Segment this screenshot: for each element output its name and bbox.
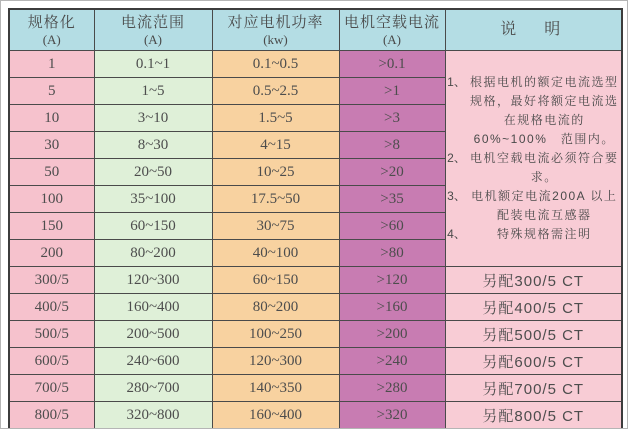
- table-body: [9, 51, 622, 429]
- cell-noload-current: >35: [339, 186, 445, 213]
- cell-current-range: 120~300: [94, 267, 212, 294]
- cell-spec: 1: [9, 51, 94, 78]
- table-row: [9, 267, 622, 294]
- cell-noload-current: >320: [339, 402, 445, 429]
- table-row: [9, 321, 622, 348]
- cell-motor-power: 160~400: [212, 402, 339, 429]
- note-text: 电机额定电流200A 以上配装电流互感器: [471, 189, 618, 222]
- table-row: [9, 294, 622, 321]
- cell-motor-power: 0.5~2.5: [212, 78, 339, 105]
- cell-current-range: 80~200: [94, 240, 212, 267]
- header-current-range-label: 电流范围: [120, 13, 185, 31]
- cell-current-range: 200~500: [94, 321, 212, 348]
- header-motor-power-label: 对应电机功率: [227, 13, 324, 31]
- ct-note-cell: 另配300/5 CT: [445, 267, 622, 294]
- note-item: [446, 225, 622, 244]
- header-noload-current: [339, 9, 445, 51]
- table-row: [9, 375, 622, 402]
- cell-current-range: 320~800: [94, 402, 212, 429]
- cell-current-range: 280~700: [94, 375, 212, 402]
- cell-motor-power: 10~25: [212, 159, 339, 186]
- table-row: [9, 51, 622, 78]
- cell-noload-current: >3: [339, 105, 445, 132]
- cell-current-range: 35~100: [94, 186, 212, 213]
- cell-motor-power: 40~100: [212, 240, 339, 267]
- cell-noload-current: >120: [339, 267, 445, 294]
- ct-note-cell: 另配500/5 CT: [445, 321, 622, 348]
- note-text: 特殊规格需注明: [496, 227, 592, 241]
- cell-current-range: 8~30: [94, 132, 212, 159]
- note-number: 2、: [447, 151, 466, 165]
- cell-spec: 300/5: [9, 267, 94, 294]
- cell-noload-current: >80: [339, 240, 445, 267]
- table-header: [9, 9, 622, 51]
- cell-motor-power: 100~250: [212, 321, 339, 348]
- note-number: 4、: [447, 227, 466, 241]
- cell-motor-power: 80~200: [212, 294, 339, 321]
- table-row: [9, 402, 622, 429]
- header-notes-label: 说 明: [500, 21, 567, 38]
- header-motor-power: [212, 9, 339, 51]
- cell-motor-power: 140~350: [212, 375, 339, 402]
- header-row: [9, 9, 622, 51]
- cell-current-range: 3~10: [94, 105, 212, 132]
- cell-noload-current: >200: [339, 321, 445, 348]
- cell-spec: 500/5: [9, 321, 94, 348]
- cell-spec: 150: [9, 213, 94, 240]
- header-spec: [9, 9, 94, 51]
- ct-note-cell: 另配800/5 CT: [445, 402, 622, 429]
- cell-spec: 600/5: [9, 348, 94, 375]
- cell-noload-current: >280: [339, 375, 445, 402]
- cell-motor-power: 0.1~0.5: [212, 51, 339, 78]
- cell-spec: 400/5: [9, 294, 94, 321]
- cell-spec: 100: [9, 186, 94, 213]
- note-item: [446, 187, 622, 225]
- ct-note-cell: 另配700/5 CT: [445, 375, 622, 402]
- note-text: 电机空载电流必须符合要求。: [469, 151, 619, 184]
- cell-spec: 700/5: [9, 375, 94, 402]
- notes-cell: [445, 51, 622, 267]
- cell-motor-power: 30~75: [212, 213, 339, 240]
- note-item: [446, 73, 622, 149]
- cell-noload-current: >1: [339, 78, 445, 105]
- cell-spec: 30: [9, 132, 94, 159]
- header-noload-current-unit: (A): [382, 31, 402, 47]
- cell-current-range: 1~5: [94, 78, 212, 105]
- cell-spec: 800/5: [9, 402, 94, 429]
- note-text: 根据电机的额定电流选型规格，最好将额定电流选在规格电流的60%~100% 范围内。: [469, 75, 619, 146]
- cell-spec: 5: [9, 78, 94, 105]
- cell-current-range: 60~150: [94, 213, 212, 240]
- header-motor-power-unit: (kw): [263, 31, 288, 47]
- cell-motor-power: 120~300: [212, 348, 339, 375]
- cell-noload-current: >60: [339, 213, 445, 240]
- cell-current-range: 240~600: [94, 348, 212, 375]
- cell-current-range: 20~50: [94, 159, 212, 186]
- note-item: [446, 149, 622, 187]
- cell-noload-current: >8: [339, 132, 445, 159]
- header-spec-unit: (A): [42, 31, 61, 47]
- note-number: 1、: [447, 75, 466, 89]
- header-notes: [445, 9, 622, 51]
- cell-spec: 50: [9, 159, 94, 186]
- cell-noload-current: >160: [339, 294, 445, 321]
- cell-spec: 10: [9, 105, 94, 132]
- cell-motor-power: 4~15: [212, 132, 339, 159]
- header-spec-label: 规格化: [27, 13, 76, 31]
- cell-current-range: 160~400: [94, 294, 212, 321]
- ct-note-cell: 另配600/5 CT: [445, 348, 622, 375]
- cell-noload-current: >20: [339, 159, 445, 186]
- cell-current-range: 0.1~1: [94, 51, 212, 78]
- cell-motor-power: 60~150: [212, 267, 339, 294]
- header-current-range: [94, 9, 212, 51]
- motor-spec-table: [8, 8, 623, 429]
- cell-noload-current: >0.1: [339, 51, 445, 78]
- note-number: 3、: [447, 189, 466, 203]
- header-current-range-unit: (A): [143, 31, 163, 47]
- cell-motor-power: 1.5~5: [212, 105, 339, 132]
- cell-spec: 200: [9, 240, 94, 267]
- table-row: [9, 348, 622, 375]
- cell-noload-current: >240: [339, 348, 445, 375]
- cell-motor-power: 17.5~50: [212, 186, 339, 213]
- ct-note-cell: 另配400/5 CT: [445, 294, 622, 321]
- header-noload-current-label: 电机空载电流: [343, 13, 440, 31]
